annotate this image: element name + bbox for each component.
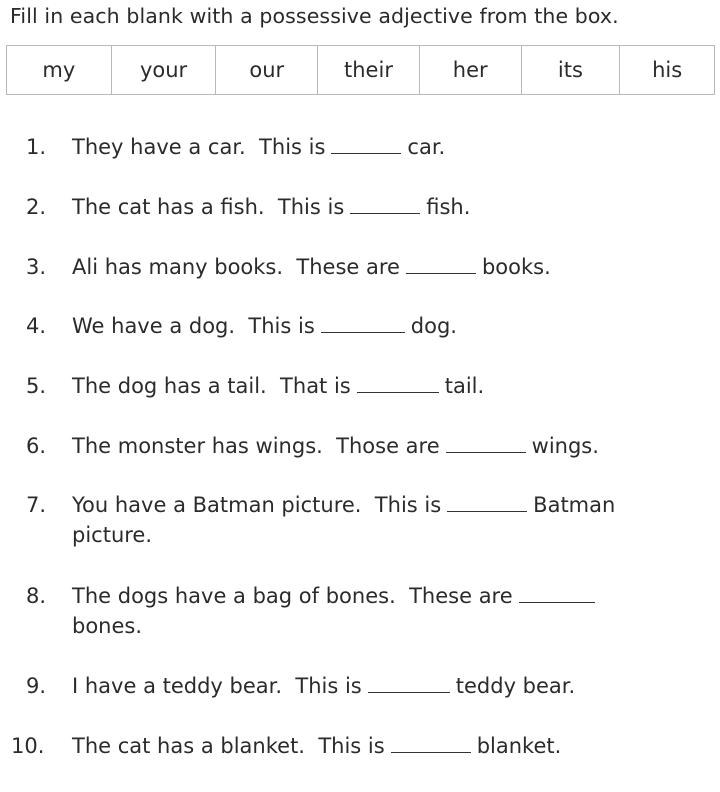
question-item [0, 581, 720, 641]
word-box-cell: her [420, 46, 522, 94]
word-box-cell: my [7, 46, 112, 94]
answer-blank[interactable] [331, 133, 401, 154]
word-box-cell: its [522, 46, 621, 94]
question-number: 3. [26, 255, 47, 279]
question-text: The cat has a blanket. This is blanket. [72, 734, 562, 758]
answer-blank[interactable] [368, 672, 450, 693]
word-box-cell: his [652, 58, 683, 82]
question-number: 9. [26, 674, 47, 698]
question-text: Ali has many books. These are books. [72, 255, 551, 279]
question-text-continued: picture. [72, 523, 153, 547]
answer-blank[interactable] [446, 432, 526, 453]
word-box-cell: their [318, 46, 420, 94]
question-number: 5. [26, 374, 47, 398]
question-item [0, 490, 720, 550]
question-text: They have a car. This is car. [72, 135, 446, 159]
question-text: The monster has wings. Those are wings. [72, 434, 599, 458]
question-number: 1. [26, 135, 47, 159]
question-number: 2. [26, 195, 47, 219]
question-number: 7. [26, 493, 47, 517]
question-text: The dog has a tail. That is tail. [72, 374, 485, 398]
answer-blank[interactable] [406, 253, 476, 274]
answer-blank[interactable] [350, 193, 420, 214]
question-text: The dogs have a bag of bones. These are [72, 581, 601, 611]
word-box [6, 45, 715, 95]
question-number: 4. [26, 314, 47, 338]
word-box-cell: our [216, 46, 318, 94]
instruction-text: Fill in each blank with a possessive adjective from the box. [10, 4, 619, 28]
answer-blank[interactable] [447, 491, 527, 512]
answer-blank[interactable] [391, 732, 471, 753]
question-text: The cat has a fish. This is fish. [72, 195, 471, 219]
question-text: We have a dog. This is dog. [72, 314, 457, 338]
question-text: I have a teddy bear. This is teddy bear. [72, 674, 576, 698]
answer-blank[interactable] [357, 372, 439, 393]
question-text-continued: bones. [72, 614, 143, 638]
answer-blank[interactable] [519, 582, 595, 603]
question-text: You have a Batman picture. This is Batman [72, 493, 616, 517]
question-number: 6. [26, 434, 47, 458]
question-number: 8. [26, 584, 47, 608]
question-number: 10. [11, 734, 45, 758]
answer-blank[interactable] [321, 312, 405, 333]
word-box-cell: your [112, 46, 217, 94]
